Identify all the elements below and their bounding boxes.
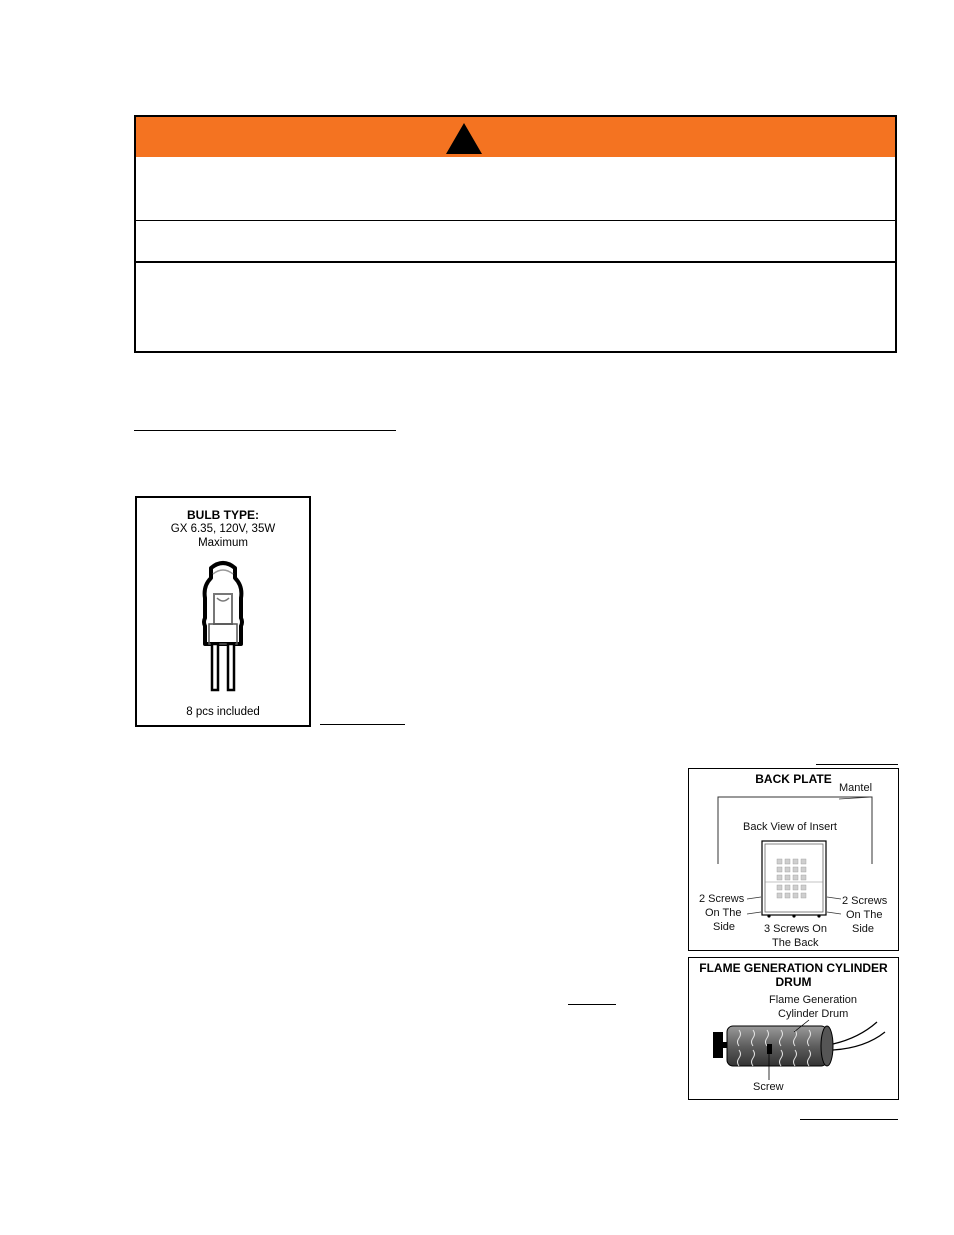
bulb-panel-title: BULB TYPE: <box>187 508 259 522</box>
inline-ref-underline <box>568 1004 616 1005</box>
figure-ref-underline-3 <box>800 1119 898 1120</box>
warning-triangle-icon <box>444 121 484 155</box>
flame-drum-panel <box>688 957 899 1100</box>
bulb-spec: GX 6.35, 120V, 35W <box>170 523 276 535</box>
warning-divider-1 <box>136 220 895 221</box>
right-screws-line1: 2 Screws <box>842 895 888 907</box>
back-screws-line1: 3 Screws On <box>764 923 827 935</box>
bulb-spec-note: Maximum <box>198 537 248 549</box>
drum-label-line1: Flame Generation <box>769 994 858 1006</box>
back-screws-line2: The Back <box>772 937 819 949</box>
drum-title-line2: DRUM <box>775 975 812 989</box>
left-screws-line1: 2 Screws <box>699 893 745 905</box>
mantel-label: Mantel <box>839 782 873 794</box>
back-plate-panel <box>688 768 899 951</box>
warning-divider-2 <box>136 261 895 263</box>
drum-title-line1: FLAME GENERATION CYLINDER <box>699 961 888 975</box>
right-screws-line2: On The <box>846 909 883 921</box>
bulb-type-panel <box>135 496 311 727</box>
right-screws-line3: Side <box>852 923 875 935</box>
figure-ref-underline-2 <box>816 764 898 765</box>
figure-ref-underline-1 <box>320 724 405 725</box>
drum-label-line2: Cylinder Drum <box>778 1008 849 1020</box>
bulb-illustration <box>187 558 259 694</box>
insert-label: Back View of Insert <box>743 821 837 833</box>
section-heading-underline <box>134 430 396 431</box>
drum-diagram <box>689 958 900 1101</box>
left-screws-line3: Side <box>713 921 736 933</box>
left-screws-line2: On The <box>705 907 742 919</box>
back-plate-title: BACK PLATE <box>755 772 832 786</box>
bulb-panel-footer: 8 pcs included <box>186 706 260 718</box>
screw-label: Screw <box>753 1081 784 1093</box>
warning-header <box>136 117 895 157</box>
warning-box <box>134 115 897 353</box>
